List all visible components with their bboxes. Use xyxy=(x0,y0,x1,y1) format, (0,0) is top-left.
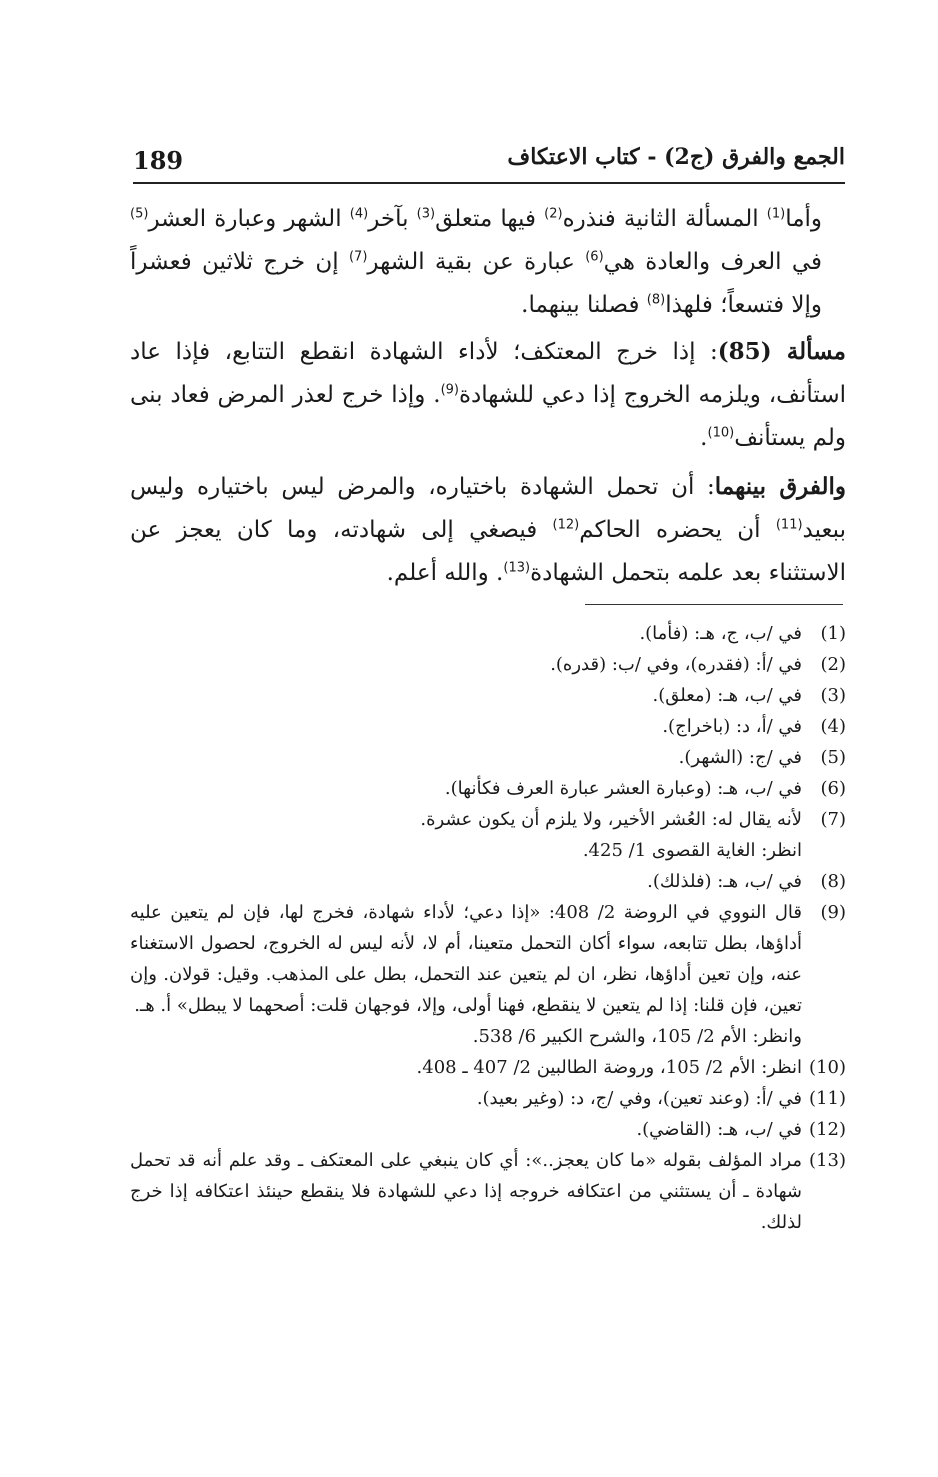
text-span: بآخر xyxy=(368,206,409,232)
footnote-ref[interactable]: (13) xyxy=(503,560,531,576)
footnote-ref[interactable]: (12) xyxy=(552,517,580,533)
footnote-item xyxy=(130,680,846,711)
footnote-number: (8) xyxy=(820,871,846,892)
footnote-number: (11) xyxy=(809,1088,846,1109)
footnote-ref[interactable]: (1) xyxy=(766,206,786,222)
footnote-ref[interactable]: (3) xyxy=(416,206,436,222)
text-span: وأما xyxy=(785,206,823,232)
text-span: المسألة الثانية فنذره xyxy=(562,206,759,232)
footnote-number: (10) xyxy=(809,1057,846,1078)
footnote-text: في /ب، هـ: (القاضي). xyxy=(636,1119,802,1140)
paragraph-3 xyxy=(130,465,846,595)
footnote-text: في /أ: (وعند تعين)، وفي /ج، د: (وغير بعيد). xyxy=(476,1088,802,1109)
page-header xyxy=(133,140,845,182)
text-span: . والله أعلم. xyxy=(386,560,504,586)
footnote-text: قال النووي في الروضة 2/ 408: «إذا دعي؛ لأداء شهادة، فخرج لها، فإن لم يتعين عليه أداؤها، بطل تتابعه، سواء أكان التحمل متعينا، أم لا، لأنه ليس له الخروج، لحصول الاستغناء عنه، وإن تعين أداؤها، نظر، ان لم يتعين عند التحمل، بطل على المذهب. وقيل: قولان. وإن تعين، فإن قلنا: إذا لم يتعين لا ينقطع، فهنا أولى، وإلا، فوجهان قلت: أصحهما لا يبطل» أ. هـ. xyxy=(130,902,802,1016)
footnote-item xyxy=(130,1145,846,1238)
footnote-ref[interactable]: (6) xyxy=(585,249,604,265)
difference-label: والفرق بينهما xyxy=(714,473,846,500)
footnote-text: في /ج: (الشهر). xyxy=(678,747,802,768)
text-span: فيصغي إلى شهادته، وما كان يعجز عن الاستثناء بعد علمه بتحمل الشهادة xyxy=(130,517,846,586)
footnote-text: لأنه يقال له: العُشر الأخير، ولا يلزم أن يكون عشرة. xyxy=(420,809,802,830)
footnote-item xyxy=(130,649,846,680)
footnote-item xyxy=(130,1114,846,1145)
footnote-text: في /ب، ج، هـ: (فأما). xyxy=(639,623,802,644)
footnote-text: مراد المؤلف بقوله «ما كان يعجز..»: أي كان ينبغي على المعتكف ـ وقد علم أنه قد تحمل شهادة ـ أن يستثني من اعتكافه خروجه إذا دعي للشهادة فلا ينقطع حينئذ اعتكافه إذا خرج لذلك. xyxy=(130,1150,802,1233)
footnote-number: (5) xyxy=(820,747,846,768)
page-number: 189 xyxy=(133,146,184,175)
footnote-number: (4) xyxy=(820,716,846,737)
footnote-text: في /ب، هـ: (وعبارة العشر عبارة العرف فكأنها). xyxy=(444,778,802,799)
text-span: إن خرج ثلاثين فعشراً وإلا فتسعاً؛ فلهذا xyxy=(130,249,822,318)
issue-label: مسألة (85) xyxy=(717,338,846,365)
header-rule xyxy=(133,182,845,184)
footnote-text: في /ب، هـ: (معلق). xyxy=(652,685,802,706)
footnote-number: (12) xyxy=(809,1119,846,1140)
paragraph-2 xyxy=(130,330,846,460)
footnote-ref[interactable]: (5) xyxy=(130,206,149,222)
text-span: . وإذا خرج لعذر المرض فعاد بنى ولم يستأنف xyxy=(130,382,846,451)
footnote-text: في /ب، هـ: (فلذلك). xyxy=(647,871,802,892)
footnote-number: (13) xyxy=(809,1150,846,1171)
footnote-ref[interactable]: (10) xyxy=(707,425,735,441)
footnote-item xyxy=(130,742,846,773)
footnote-ref[interactable]: (11) xyxy=(775,517,803,533)
text-span: عبارة عن بقية الشهر xyxy=(367,249,575,275)
footnote-number: (2) xyxy=(820,654,846,675)
footnote-number: (9) xyxy=(820,902,846,923)
footnote-item xyxy=(130,804,846,835)
footnotes xyxy=(130,618,846,1238)
footnote-text: في /أ، د: (باخراج). xyxy=(662,716,802,737)
footnote-text: انظر: الأم 2/ 105، وروضة الطالبين 2/ 407 ـ 408. xyxy=(416,1057,802,1078)
footnote-ref[interactable]: (2) xyxy=(544,206,563,222)
footnote-item xyxy=(130,1083,846,1114)
footnote-ref[interactable]: (7) xyxy=(348,249,368,265)
footnote-item xyxy=(130,1052,846,1083)
footnote-continuation: انظر: الغاية القصوى 1/ 425. xyxy=(582,840,802,861)
footnote-ref[interactable]: (4) xyxy=(349,206,369,222)
footnote-continuation: وانظر: الأم 2/ 105، والشرح الكبير 6/ 538. xyxy=(472,1026,802,1047)
footnote-item xyxy=(130,711,846,742)
text-span: . xyxy=(700,425,708,451)
footnote-number: (3) xyxy=(820,685,846,706)
footnote-text: في /أ: (فقدره)، وفي /ب: (قدره). xyxy=(550,654,802,675)
text-span: الشهر وعبارة العشر xyxy=(148,206,342,232)
text-span: : أن تحمل الشهادة باختياره، والمرض ليس باختياره وليس ببعيد xyxy=(130,474,846,543)
footnote-number: (7) xyxy=(820,809,846,830)
text-span: أن يحضره الحاكم xyxy=(579,517,761,543)
text-span: فيها متعلق xyxy=(435,206,536,232)
footnote-item xyxy=(130,866,846,897)
footnote-item xyxy=(130,773,846,804)
footnote-number: (6) xyxy=(820,778,846,799)
footnote-number: (1) xyxy=(820,623,846,644)
text-span: : إذا خرج المعتكف؛ لأداء الشهادة انقطع التتابع، فإذا عاد استأنف، ويلزمه الخروج إذا دعي للشهادة xyxy=(130,339,846,408)
footnote-item xyxy=(130,897,846,1021)
running-title: الجمع والفرق (ج2) - كتاب الاعتكاف xyxy=(507,144,845,170)
text-span: في العرف والعادة هي xyxy=(603,249,822,275)
footnote-ref[interactable]: (9) xyxy=(440,382,459,398)
footnote-item xyxy=(130,618,846,649)
footnote-ref[interactable]: (8) xyxy=(646,292,666,308)
paragraph-1 xyxy=(130,198,846,327)
footnote-separator xyxy=(585,604,843,605)
text-span: فصلنا بينهما. xyxy=(521,292,640,318)
